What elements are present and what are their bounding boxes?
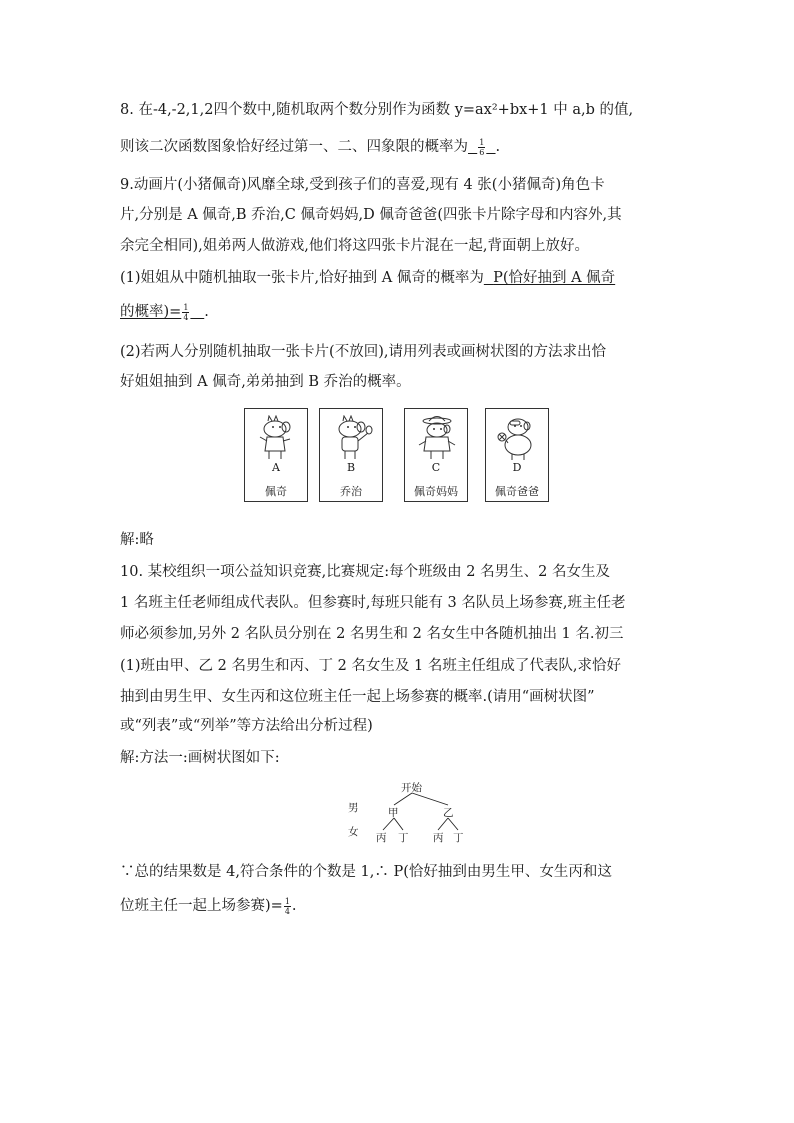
q9-solution: 解:略 xyxy=(120,532,154,548)
q8-line2-text: 则该二次函数图象恰好经过第一、二、四象限的概率为 xyxy=(120,139,468,155)
q8-answer-blank xyxy=(468,139,496,155)
q10-solution-intro: 解:方法一:画树状图如下: xyxy=(120,750,280,766)
q9-line1: 9.动画片(小猪佩奇)风靡全球,受到孩子们的喜爱,现有 4 张(小猪佩奇)角色卡 xyxy=(120,177,605,193)
card-b xyxy=(319,408,383,502)
tree-node-jia: 甲 xyxy=(388,807,399,819)
card-a-letter: A xyxy=(272,461,280,474)
tree-leaf-3: 丙 xyxy=(433,832,444,844)
q9-part1-answer-text-b: 的概率)= xyxy=(120,304,182,320)
peppa-icon xyxy=(255,415,299,461)
q10-conclusion-fraction xyxy=(284,897,291,916)
q10-line5: 抽到由男生甲、女生丙和这位班主任一起上场参赛的概率.(请用“画树状图” xyxy=(120,689,595,705)
daddy-pig-icon xyxy=(496,415,540,461)
tree-row-label-female: 女 xyxy=(348,826,359,838)
card-d xyxy=(485,408,549,502)
q9-part1-answer-text-a: P(恰好抽到 A 佩奇 xyxy=(493,270,616,286)
q9-part1-denominator: 4 xyxy=(183,312,189,322)
q8-answer-fraction xyxy=(478,138,485,157)
tree-leaf-1: 丙 xyxy=(376,832,387,844)
q8-line1: 8. 在-4,-2,1,2四个数中,随机取两个数分别作为函数 y=ax²+bx+1 中 a,b 的值, xyxy=(120,102,634,118)
q9-part1-line1 xyxy=(120,268,615,288)
q10-line6: 或“列表”或“列举”等方法给出分析过程) xyxy=(120,718,373,734)
card-c-letter: C xyxy=(431,461,441,474)
q10-line4: (1)班由甲、乙 2 名男生和丙、丁 2 名女生及 1 名班主任组成了代表队,求恰好 xyxy=(120,658,621,674)
card-c-name: 佩奇妈妈 xyxy=(414,485,458,498)
q8-answer-denominator: 6 xyxy=(479,147,485,157)
card-d-letter: D xyxy=(512,461,522,474)
q10-conclusion-period: . xyxy=(291,898,297,914)
q10-conclusion-denominator: 4 xyxy=(284,906,290,916)
tree-leaf-2: 丁 xyxy=(398,832,409,844)
tree-row-label-male: 男 xyxy=(348,802,359,814)
q9-part1-text: (1)姐姐从中随机抽取一张卡片,恰好抽到 A 佩奇的概率为 xyxy=(120,270,484,286)
card-d-name: 佩奇爸爸 xyxy=(495,485,539,498)
card-b-name: 乔治 xyxy=(340,485,362,498)
tree-diagram xyxy=(340,780,480,842)
q9-part1-answer-b xyxy=(120,304,204,320)
card-a xyxy=(244,408,308,502)
q9-line3: 余完全相同),姐弟两人做游戏,他们将这四张卡片混在一起,背面朝上放好。 xyxy=(120,238,589,254)
q8-period: . xyxy=(495,139,501,155)
tree-node-yi: 乙 xyxy=(443,807,454,819)
q8-line2 xyxy=(120,137,500,157)
tree-root: 开始 xyxy=(401,782,422,794)
q9-part1-fraction xyxy=(182,303,189,322)
card-a-name: 佩奇 xyxy=(265,485,287,498)
q10-line3: 师必须参加,另外 2 名队员分别在 2 名男生和 2 名女生中各随机抽出 1 名.初三 xyxy=(120,626,624,642)
q10-conclusion-numerator: 1 xyxy=(284,896,290,906)
q10-line1: 10. 某校组织一项公益知识竞赛,比赛规定:每个班级由 2 名男生、2 名女生及 xyxy=(120,564,610,580)
q9-part1-answer-a xyxy=(484,270,615,286)
card-b-letter: B xyxy=(346,461,356,474)
q8-answer-numerator: 1 xyxy=(479,137,485,147)
q10-conclusion-line2 xyxy=(120,896,297,916)
q10-conclusion-text: 位班主任一起上场参赛)= xyxy=(120,898,283,914)
card-c xyxy=(404,408,468,502)
q9-part1-line2 xyxy=(120,302,209,322)
q9-part2-line2: 好姐姐抽到 A 佩奇,弟弟抽到 B 乔治的概率。 xyxy=(120,374,411,390)
q9-part1-numerator: 1 xyxy=(183,302,189,312)
tree-leaf-4: 丁 xyxy=(453,832,464,844)
mummy-pig-icon xyxy=(415,415,459,461)
george-icon xyxy=(330,415,374,461)
q9-part1-period: . xyxy=(204,304,209,320)
q10-conclusion-line1: ∵总的结果数是 4,符合条件的个数是 1,∴ P(恰好抽到由男生甲、女生丙和这 xyxy=(120,864,612,880)
q9-line2: 片,分别是 A 佩奇,B 乔治,C 佩奇妈妈,D 佩奇爸爸(四张卡片除字母和内容外,其 xyxy=(120,207,622,223)
q9-part2-line1: (2)若两人分别随机抽取一张卡片(不放回),请用列表或画树状图的方法求出恰 xyxy=(120,344,606,360)
q10-line2: 1 名班主任老师组成代表队。但参赛时,每班只能有 3 名队员上场参赛,班主任老 xyxy=(120,595,626,611)
